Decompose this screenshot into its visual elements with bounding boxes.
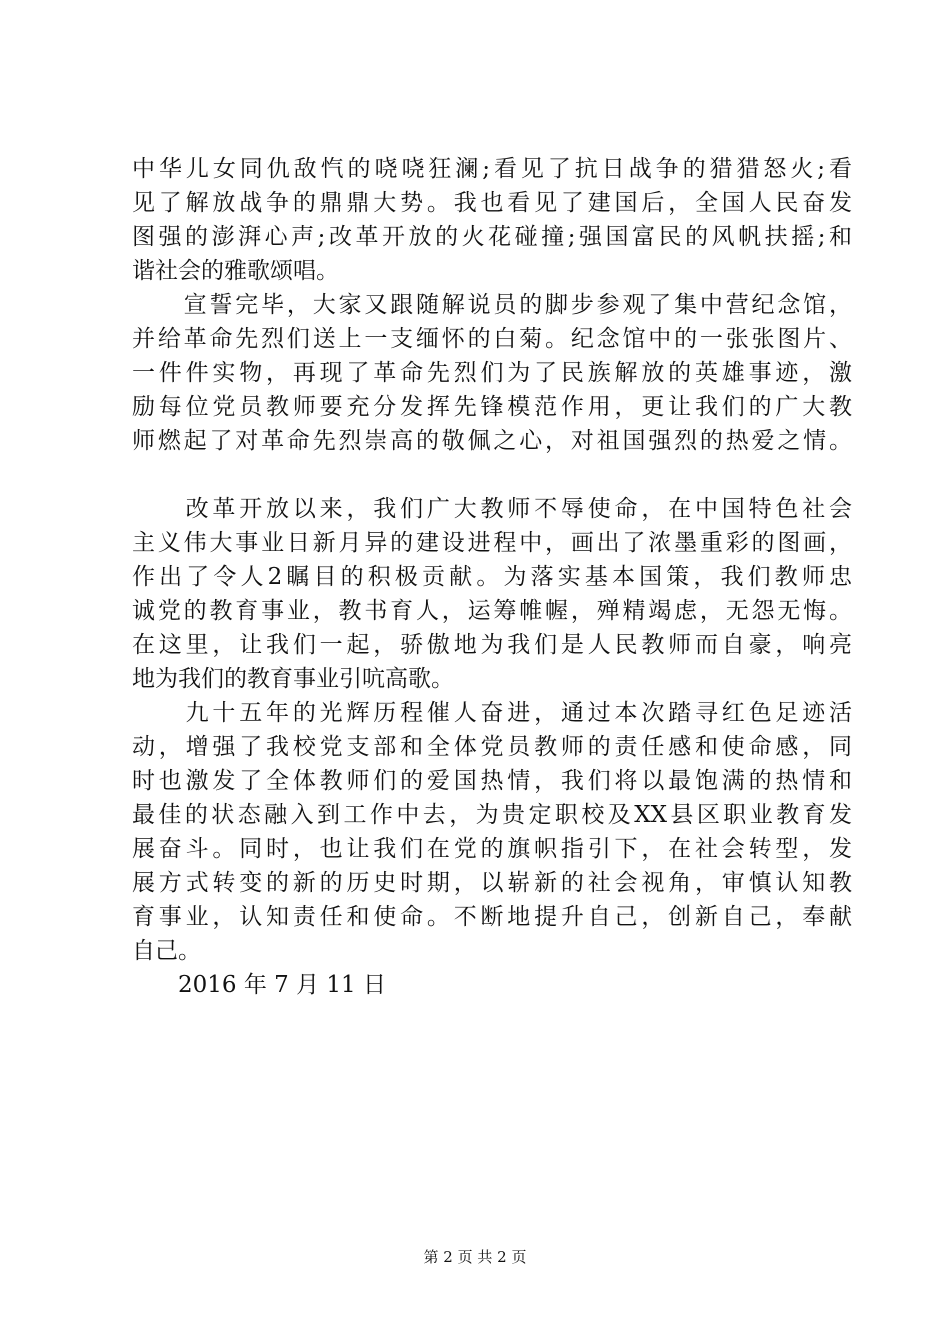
- date-line: 2016 年 7 月 11 日: [132, 972, 386, 998]
- paragraph-gap: [132, 458, 852, 492]
- text-line: 在这里，让我们一起，骄傲地为我们是人民教师而自豪，响亮: [132, 632, 852, 658]
- text-line: 最佳的状态融入到工作中去，为贵定职校及XX县区职业教育发: [132, 802, 852, 828]
- text-line: 励每位党员教师要充分发挥先锋模范作用，更让我们的广大教: [132, 394, 852, 420]
- text-line: 时也激发了全体教师们的爱国热情，我们将以最饱满的热情和: [132, 768, 852, 794]
- text-line: 地为我们的教育事业引吭高歌。: [132, 666, 454, 692]
- text-line: 作出了令人2瞩目的积极贡献。为落实基本国策，我们教师忠: [132, 564, 852, 590]
- text-line: 宣誓完毕，大家又跟随解说员的脚步参观了集中营纪念馆，: [132, 292, 852, 318]
- text-line: 谐社会的雅歌颂唱。: [132, 258, 339, 284]
- text-line: 一件件实物，再现了革命先烈们为了民族解放的英雄事迹，激: [132, 360, 852, 386]
- page-number-footer: 第 2 页 共 2 页: [423, 1248, 527, 1266]
- text-line: 中华儿女同仇敌忾的哓哓狂澜;看见了抗日战争的猎猎怒火;看: [132, 156, 852, 182]
- text-line: 师燃起了对革命先烈崇高的敬佩之心，对祖国强烈的热爱之情。: [132, 428, 852, 454]
- text-line: 主义伟大事业日新月异的建设进程中，画出了浓墨重彩的图画，: [132, 530, 852, 556]
- text-line: 图强的澎湃心声;改革开放的火花碰撞;强国富民的风帆扶摇;和: [132, 224, 852, 250]
- document-body: [132, 152, 852, 1002]
- text-line: 自己。: [132, 938, 201, 964]
- text-line: 展方式转变的新的历史时期，以崭新的社会视角，审慎认知教: [132, 870, 852, 896]
- text-line: 九十五年的光辉历程催人奋进，通过本次踏寻红色足迹活: [132, 700, 852, 726]
- text-line: 展奋斗。同时，也让我们在党的旗帜指引下，在社会转型，发: [132, 836, 852, 862]
- text-line: 诚党的教育事业，教书育人，运筹帷幄，殚精竭虑，无怨无悔。: [132, 598, 852, 624]
- text-line: 育事业，认知责任和使命。不断地提升自己，创新自己，奉献: [132, 904, 852, 930]
- text-line: 并给革命先烈们送上一支缅怀的白菊。纪念馆中的一张张图片、: [132, 326, 852, 352]
- text-line: 见了解放战争的鼎鼎大势。我也看见了建国后，全国人民奋发: [132, 190, 852, 216]
- text-line: 改革开放以来，我们广大教师不辱使命，在中国特色社会: [132, 496, 852, 522]
- text-line: 动，增强了我校党支部和全体党员教师的责任感和使命感，同: [132, 734, 852, 760]
